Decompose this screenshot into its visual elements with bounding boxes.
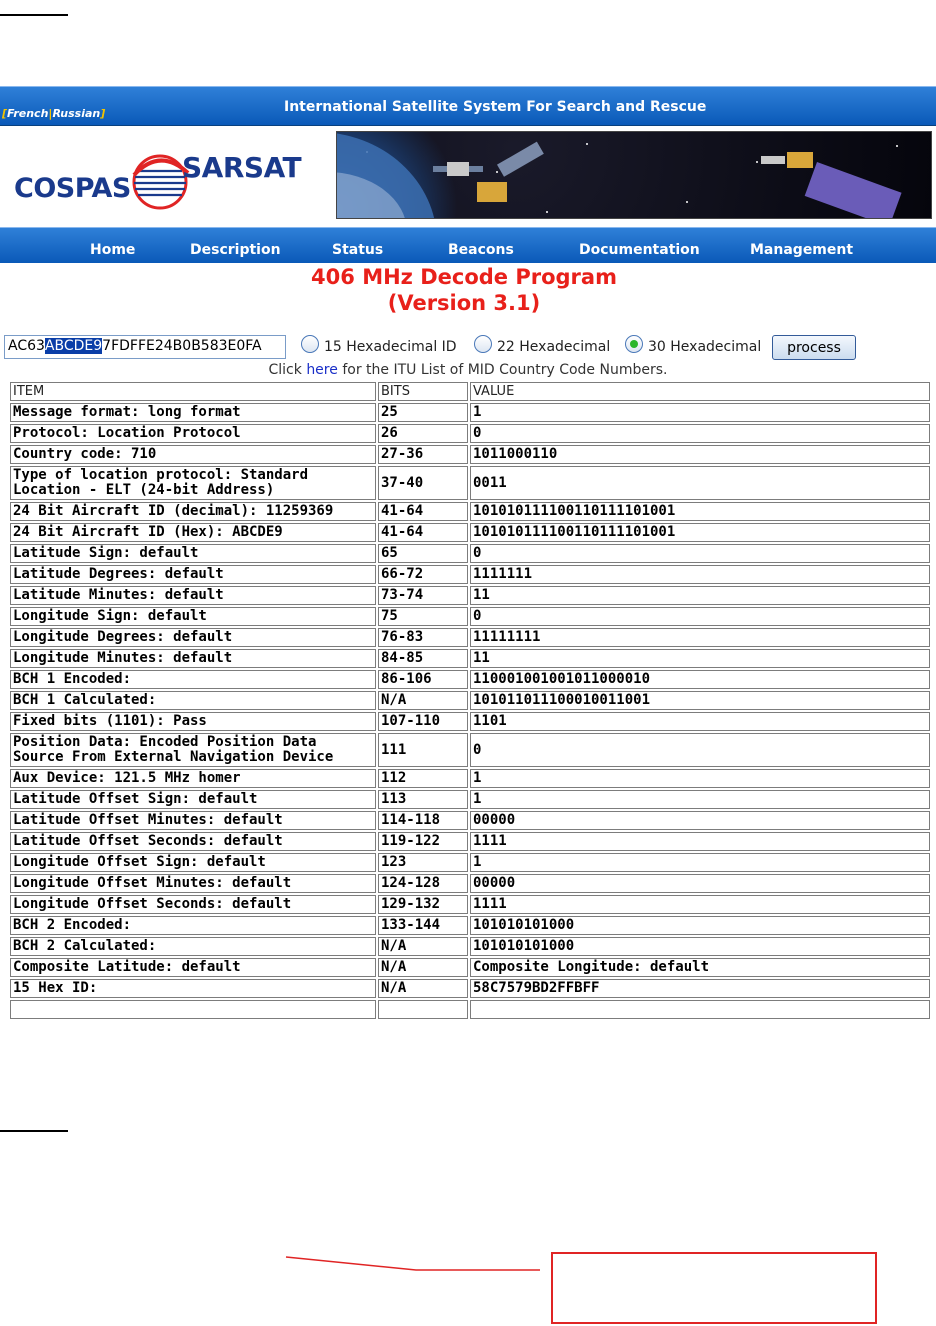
table-row <box>10 565 930 584</box>
row-item: 24 Bit Aircraft ID (decimal): 11259369 <box>10 502 376 521</box>
row-item: Type of location protocol: Standard Location - ELT (24-bit Address) <box>10 466 376 500</box>
row-value: 00000 <box>470 811 930 830</box>
row-bits: 124-128 <box>378 874 468 893</box>
row-value: 00000 <box>470 874 930 893</box>
row-value: 11111111 <box>470 628 930 647</box>
row-bits: 26 <box>378 424 468 443</box>
table-row <box>10 424 930 443</box>
row-bits: 111 <box>378 733 468 767</box>
row-bits: 41-64 <box>378 502 468 521</box>
logo-text-cospas: COSPAS <box>14 173 131 204</box>
table-row <box>10 874 930 893</box>
row-value: Composite Longitude: default <box>470 958 930 977</box>
main-nav <box>0 227 936 263</box>
row-value: 1 <box>470 853 930 872</box>
row-bits: 75 <box>378 607 468 626</box>
row-value: 1 <box>470 769 930 788</box>
page-version: (Version 3.1) <box>387 291 541 315</box>
table-row <box>10 628 930 647</box>
row-item: 15 Hex ID: <box>10 979 376 998</box>
row-value: 0 <box>470 424 930 443</box>
radio-label-22-hex: 22 Hexadecimal <box>497 339 611 355</box>
row-item: Protocol: Location Protocol <box>10 424 376 443</box>
row-value: 1111111 <box>470 565 930 584</box>
table-row <box>10 466 930 500</box>
row-bits: 27-36 <box>378 445 468 464</box>
table-row <box>10 895 930 914</box>
row-value: 1101 <box>470 712 930 731</box>
radio-15-hex[interactable] <box>301 335 319 353</box>
table-row <box>10 523 930 542</box>
row-item: 24 Bit Aircraft ID (Hex): ABCDE9 <box>10 523 376 542</box>
nav-description[interactable]: Description <box>190 242 281 258</box>
row-bits: N/A <box>378 958 468 977</box>
annotation-box <box>551 1252 877 1324</box>
row-item: Latitude Minutes: default <box>10 586 376 605</box>
radio-22-hex[interactable] <box>474 335 492 353</box>
row-bits: 123 <box>378 853 468 872</box>
table-row <box>10 586 930 605</box>
row-bits: 119-122 <box>378 832 468 851</box>
row-bits: 84-85 <box>378 649 468 668</box>
row-item: Position Data: Encoded Position Data Source From External Navigation Device <box>10 733 376 767</box>
page-title: 406 MHz Decode Program <box>311 265 617 289</box>
site-title: International Satellite System For Search and Rescue <box>284 99 707 115</box>
row-item: Fixed bits (1101): Pass <box>10 712 376 731</box>
row-bits: N/A <box>378 979 468 998</box>
row-item: Longitude Sign: default <box>10 607 376 626</box>
row-item: BCH 1 Calculated: <box>10 691 376 710</box>
row-value: 1 <box>470 790 930 809</box>
language-links: [French|Russian] <box>2 107 106 120</box>
row-value: 11 <box>470 586 930 605</box>
lang-link-french[interactable]: French <box>7 107 49 120</box>
globe-icon <box>130 153 190 211</box>
logo-text-sarsat: SARSAT <box>182 151 302 184</box>
row-bits: 133-144 <box>378 916 468 935</box>
row-bits: 65 <box>378 544 468 563</box>
banner <box>0 127 936 225</box>
row-bits: 66-72 <box>378 565 468 584</box>
row-bits: 86-106 <box>378 670 468 689</box>
header-value: VALUE <box>470 382 930 401</box>
row-item: Message format: long format <box>10 403 376 422</box>
cospas-sarsat-logo[interactable] <box>12 139 322 219</box>
row-value: 1111 <box>470 895 930 914</box>
row-item: Composite Latitude: default <box>10 958 376 977</box>
hex-input[interactable] <box>4 335 286 359</box>
table-row <box>10 832 930 851</box>
row-item <box>10 1000 376 1019</box>
row-item: BCH 2 Calculated: <box>10 937 376 956</box>
hex-input-selection: ABCDE9 <box>44 338 103 354</box>
row-item: Longitude Offset Seconds: default <box>10 895 376 914</box>
table-row <box>10 502 930 521</box>
table-row <box>10 544 930 563</box>
table-row <box>10 916 930 935</box>
row-item: Latitude Offset Sign: default <box>10 790 376 809</box>
top-bar <box>0 86 936 126</box>
underline-mark-top <box>0 14 68 16</box>
row-bits <box>378 1000 468 1019</box>
table-row <box>10 733 930 767</box>
decode-results-table <box>8 380 932 1025</box>
header-bits: BITS <box>378 382 468 401</box>
row-bits: 25 <box>378 403 468 422</box>
itu-note-suffix: for the ITU List of MID Country Code Numbers. <box>337 362 668 378</box>
table-row <box>10 691 930 710</box>
row-value <box>470 1000 930 1019</box>
nav-documentation[interactable]: Documentation <box>579 242 700 258</box>
row-value: 0011 <box>470 466 930 500</box>
lang-link-russian[interactable]: Russian <box>52 107 101 120</box>
row-item: Longitude Minutes: default <box>10 649 376 668</box>
itu-here-link[interactable]: here <box>306 362 338 378</box>
radio-30-hex[interactable] <box>625 335 643 353</box>
row-item: BCH 1 Encoded: <box>10 670 376 689</box>
underline-mark-bottom <box>0 1130 68 1132</box>
nav-management[interactable]: Management <box>750 242 854 258</box>
table-row <box>10 958 930 977</box>
row-value: 0 <box>470 544 930 563</box>
table-header-row <box>10 382 930 401</box>
row-item: Longitude Offset Sign: default <box>10 853 376 872</box>
table-row <box>10 937 930 956</box>
row-value: 1011000110 <box>470 445 930 464</box>
row-bits: 114-118 <box>378 811 468 830</box>
table-row <box>10 712 930 731</box>
table-row <box>10 979 930 998</box>
row-value: 0 <box>470 733 930 767</box>
row-value: 1 <box>470 403 930 422</box>
row-value: 101010101000 <box>470 916 930 935</box>
nav-beacons[interactable]: Beacons <box>448 242 514 258</box>
hex-input-prefix: AC63 <box>8 338 45 354</box>
row-item: Latitude Offset Minutes: default <box>10 811 376 830</box>
row-item: Country code: 710 <box>10 445 376 464</box>
table-row <box>10 649 930 668</box>
row-item: Latitude Sign: default <box>10 544 376 563</box>
row-bits: N/A <box>378 691 468 710</box>
row-bits: 107-110 <box>378 712 468 731</box>
table-row <box>10 403 930 422</box>
row-bits: 112 <box>378 769 468 788</box>
row-value: 11 <box>470 649 930 668</box>
table-row <box>10 670 930 689</box>
row-item: Latitude Offset Seconds: default <box>10 832 376 851</box>
row-bits: 113 <box>378 790 468 809</box>
row-bits: 73-74 <box>378 586 468 605</box>
row-value: 0 <box>470 607 930 626</box>
row-value: 101010111100110111101001 <box>470 502 930 521</box>
satellite-illustration <box>337 132 932 219</box>
radio-label-30-hex: 30 Hexadecimal <box>648 339 762 355</box>
table-row <box>10 853 930 872</box>
nav-status[interactable]: Status <box>332 242 384 258</box>
header-item: ITEM <box>10 382 376 401</box>
itu-note-prefix: Click <box>268 362 307 378</box>
satellite-banner-image <box>336 131 932 219</box>
row-bits: 129-132 <box>378 895 468 914</box>
row-item: BCH 2 Encoded: <box>10 916 376 935</box>
table-row <box>10 811 930 830</box>
row-item: Aux Device: 121.5 MHz homer <box>10 769 376 788</box>
radio-label-15-hex: 15 Hexadecimal ID <box>324 339 457 355</box>
process-button[interactable]: process <box>772 335 856 360</box>
table-row <box>10 445 930 464</box>
row-bits: 76-83 <box>378 628 468 647</box>
table-row <box>10 790 930 809</box>
table-row <box>10 769 930 788</box>
nav-home[interactable]: Home <box>90 242 136 258</box>
row-value: 101011011100010011001 <box>470 691 930 710</box>
row-bits: N/A <box>378 937 468 956</box>
row-value: 101010111100110111101001 <box>470 523 930 542</box>
hex-input-suffix: 7FDFFE24B0B583E0FA <box>102 338 262 354</box>
table-row <box>10 607 930 626</box>
row-item: Longitude Offset Minutes: default <box>10 874 376 893</box>
row-bits: 41-64 <box>378 523 468 542</box>
itu-note <box>0 362 936 378</box>
row-value: 101010101000 <box>470 937 930 956</box>
table-row <box>10 1000 930 1019</box>
row-value: 110001001001011000010 <box>470 670 930 689</box>
row-item: Longitude Degrees: default <box>10 628 376 647</box>
row-item: Latitude Degrees: default <box>10 565 376 584</box>
row-bits: 37-40 <box>378 466 468 500</box>
row-value: 58C7579BD2FFBFF <box>470 979 930 998</box>
row-value: 1111 <box>470 832 930 851</box>
